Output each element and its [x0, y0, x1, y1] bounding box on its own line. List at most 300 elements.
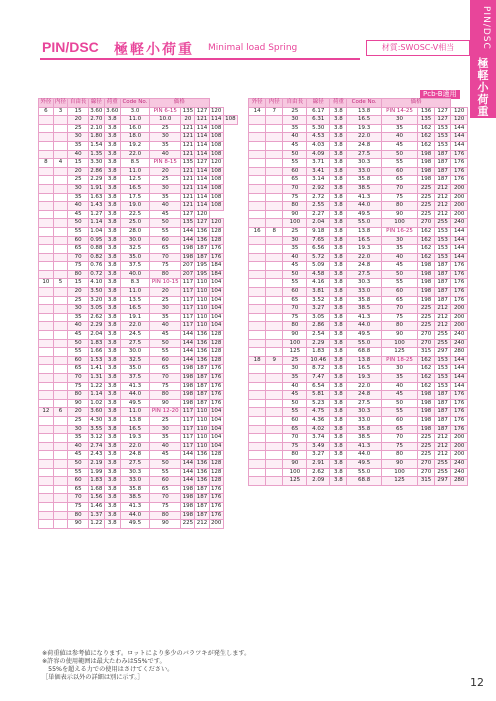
table-cell: 30	[381, 236, 418, 245]
table-cell: 212	[434, 184, 451, 193]
table-cell: 75	[381, 193, 418, 202]
table-cell: 19.1	[120, 313, 149, 322]
table-cell	[266, 279, 283, 288]
table-cell: 114	[195, 167, 209, 176]
table-cell: 187	[434, 391, 451, 400]
table-cell: 212	[434, 210, 451, 219]
table-cell	[266, 391, 283, 400]
table-cell: 44.0	[120, 511, 149, 520]
table-row	[39, 331, 238, 340]
table-cell	[39, 374, 54, 383]
table-cell: 3.8	[104, 434, 120, 443]
table-row	[249, 322, 468, 331]
table-cell: 50	[381, 150, 418, 159]
table-cell: 114	[209, 116, 223, 125]
table-cell: 198	[181, 253, 195, 262]
footnote-2: ※許容の使用範囲は最大たわみは55%です。	[42, 658, 166, 665]
table-cell	[39, 511, 54, 520]
table-cell	[249, 253, 266, 262]
table-cell: 11.0	[120, 116, 149, 125]
table-cell: 144	[451, 253, 468, 262]
table-cell: 198	[181, 391, 195, 400]
table-cell: 100	[283, 219, 307, 228]
table-cell: 207	[181, 262, 195, 271]
table-cell: 3.8	[330, 150, 347, 159]
table-cell	[39, 382, 54, 391]
table-cell: 70	[283, 305, 307, 314]
table-cell	[53, 339, 68, 348]
table-cell: 198	[418, 425, 435, 434]
table-cell: 55	[283, 279, 307, 288]
table-cell: 55	[68, 227, 88, 236]
table-cell: 1.53	[88, 356, 104, 365]
table-cell: 3.60	[104, 107, 120, 116]
table-cell: 5.09	[307, 262, 330, 271]
table-cell: 3.8	[330, 288, 347, 297]
table-cell: 44.0	[347, 451, 381, 460]
table-cell	[249, 477, 266, 486]
table-cell: 212	[434, 193, 451, 202]
table-cell: 65	[283, 296, 307, 305]
table-cell	[53, 184, 68, 193]
table-cell: 3.8	[104, 374, 120, 383]
table-cell: 144	[181, 339, 195, 348]
table-cell: 127	[434, 116, 451, 125]
table-cell: 184	[209, 262, 223, 271]
table-cell: 45	[68, 331, 88, 340]
table-cell	[53, 133, 68, 142]
table-cell	[249, 408, 266, 417]
table-cell: 19.3	[347, 374, 381, 383]
table-cell: 110	[195, 322, 209, 331]
table-cell: 75	[381, 442, 418, 451]
table-cell: 1.41	[88, 365, 104, 374]
table-cell: 212	[434, 322, 451, 331]
table-cell: 70	[150, 374, 181, 383]
table-cell: 35	[68, 193, 88, 202]
table-cell: 225	[418, 313, 435, 322]
table-cell: 3.8	[104, 348, 120, 357]
table-cell: 255	[434, 459, 451, 468]
table-cell	[266, 382, 283, 391]
table-cell: 2.91	[307, 459, 330, 468]
table-cell	[39, 356, 54, 365]
table-cell: 195	[195, 262, 209, 271]
table-cell	[39, 331, 54, 340]
table-row	[249, 150, 468, 159]
table-cell: 128	[209, 227, 223, 236]
table-cell: 198	[181, 399, 195, 408]
table-cell: 3.81	[307, 288, 330, 297]
table-cell: 198	[181, 374, 195, 383]
table-cell	[53, 502, 68, 511]
table-cell: 15	[68, 159, 88, 168]
table-row	[249, 245, 468, 254]
table-cell: 1.14	[88, 391, 104, 400]
table-cell: 25	[68, 124, 88, 133]
table-cell: 3.8	[330, 141, 347, 150]
table-cell: 3.8	[104, 245, 120, 254]
table-cell: 55.0	[347, 219, 381, 228]
table-cell: 1.35	[88, 150, 104, 159]
table-cell: 28.0	[120, 227, 149, 236]
table-row	[39, 167, 238, 176]
table-cell: 200	[451, 451, 468, 460]
table-cell: 1.14	[88, 219, 104, 228]
table-cell	[53, 442, 68, 451]
table-cell: 110	[195, 288, 209, 297]
table-cell	[39, 322, 54, 331]
table-cell: 3.8	[330, 434, 347, 443]
table-cell: 32.5	[120, 356, 149, 365]
table-cell: 3.8	[330, 210, 347, 219]
table-cell: 22.0	[120, 322, 149, 331]
table-cell: 121	[181, 150, 195, 159]
left-table-header	[39, 99, 238, 108]
table-cell	[39, 416, 54, 425]
table-cell: 110	[195, 442, 209, 451]
table-cell: 3.8	[104, 391, 120, 400]
table-cell: PIN 14-25	[381, 107, 418, 116]
table-cell: 65	[381, 425, 418, 434]
table-cell: 2.29	[88, 176, 104, 185]
table-cell: 27.5	[120, 339, 149, 348]
table-cell: 17.5	[120, 193, 149, 202]
table-cell: 297	[434, 348, 451, 357]
table-cell: 3.8	[104, 167, 120, 176]
table-cell: 3.49	[307, 442, 330, 451]
table-cell: 20	[150, 167, 181, 176]
table-cell	[53, 451, 68, 460]
table-cell: 2.55	[307, 202, 330, 211]
table-cell: 65	[68, 245, 88, 254]
table-cell: 3.8	[330, 356, 347, 365]
table-cell: 65	[283, 176, 307, 185]
table-row	[249, 210, 468, 219]
table-cell: 35	[283, 374, 307, 383]
table-cell: 2.29	[88, 322, 104, 331]
table-cell	[39, 288, 54, 297]
table-cell: 200	[451, 202, 468, 211]
table-cell: 136	[195, 459, 209, 468]
table-cell: 114	[195, 141, 209, 150]
table-cell: 18	[249, 356, 266, 365]
header-cell: 外径	[39, 99, 54, 108]
table-cell: 104	[209, 408, 223, 417]
table-cell: 3.05	[88, 305, 104, 314]
table-cell: 30.3	[347, 159, 381, 168]
table-cell: 75	[150, 262, 181, 271]
header-cell: Code No.	[347, 99, 381, 108]
table-cell: 104	[209, 313, 223, 322]
table-cell: 3.8	[330, 253, 347, 262]
table-cell	[266, 313, 283, 322]
table-cell: 16.5	[347, 236, 381, 245]
table-cell: 104	[209, 305, 223, 314]
table-cell: 90	[381, 210, 418, 219]
table-cell	[249, 236, 266, 245]
table-cell: 25	[68, 176, 88, 185]
table-row	[39, 425, 238, 434]
table-row	[39, 236, 238, 245]
table-cell	[249, 184, 266, 193]
table-cell: 60	[150, 356, 181, 365]
table-cell: 4.03	[307, 141, 330, 150]
table-cell: 3	[53, 107, 68, 116]
table-cell	[249, 270, 266, 279]
table-cell: PIN 12-20	[150, 408, 181, 417]
table-cell: 90	[381, 459, 418, 468]
table-cell: 30	[150, 305, 181, 314]
table-cell: 3.8	[104, 253, 120, 262]
table-cell: 153	[434, 374, 451, 383]
table-cell: 200	[451, 305, 468, 314]
table-cell: 297	[434, 477, 451, 486]
table-cell: 25	[150, 124, 181, 133]
table-cell: 117	[181, 305, 195, 314]
table-row	[249, 425, 468, 434]
table-cell: 55	[150, 227, 181, 236]
table-cell: 187	[195, 253, 209, 262]
table-cell: 255	[434, 468, 451, 477]
table-cell: 162	[418, 382, 435, 391]
table-cell: 3.05	[307, 313, 330, 322]
table-cell: 3.8	[104, 339, 120, 348]
table-cell	[266, 270, 283, 279]
table-cell: 5.23	[307, 399, 330, 408]
table-cell: 10	[39, 279, 54, 288]
table-cell: 19.2	[120, 141, 149, 150]
table-cell: 35.0	[120, 253, 149, 262]
table-row	[39, 416, 238, 425]
table-row	[39, 485, 238, 494]
table-cell: 110	[195, 408, 209, 417]
table-cell: 35	[150, 434, 181, 443]
table-cell: 100	[381, 339, 418, 348]
table-cell: 104	[209, 279, 223, 288]
table-cell: 3.8	[330, 184, 347, 193]
table-cell: 187	[434, 159, 451, 168]
table-cell	[53, 356, 68, 365]
table-cell: 65	[381, 176, 418, 185]
table-cell	[39, 477, 54, 486]
table-cell	[39, 124, 54, 133]
table-cell: 225	[418, 322, 435, 331]
table-cell	[53, 391, 68, 400]
table-cell: 40	[381, 253, 418, 262]
table-cell: 22.0	[347, 133, 381, 142]
table-cell: 198	[418, 416, 435, 425]
table-cell: 3.60	[88, 408, 104, 417]
table-cell: 4.30	[88, 416, 104, 425]
table-cell: 176	[209, 511, 223, 520]
table-cell: 30	[283, 236, 307, 245]
table-cell: 55	[150, 348, 181, 357]
table-cell: 1.54	[88, 141, 104, 150]
table-cell: 12.5	[120, 176, 149, 185]
table-cell: 225	[181, 520, 195, 529]
table-cell: 2.04	[88, 331, 104, 340]
table-cell: 200	[451, 313, 468, 322]
table-cell: 40	[68, 442, 88, 451]
table-cell: 70	[283, 434, 307, 443]
table-cell: 108	[209, 193, 223, 202]
table-cell: 187	[195, 391, 209, 400]
table-cell: 120	[209, 219, 223, 228]
table-cell: 45	[381, 391, 418, 400]
table-cell: 198	[181, 245, 195, 254]
table-cell: 16	[249, 227, 266, 236]
table-cell: 50	[68, 339, 88, 348]
table-row	[249, 339, 468, 348]
table-cell: 3.8	[330, 124, 347, 133]
table-cell: 45	[283, 391, 307, 400]
table-cell: 45	[381, 262, 418, 271]
table-cell: 6.17	[307, 107, 330, 116]
table-cell: 3.8	[104, 442, 120, 451]
table-cell: 90	[68, 399, 88, 408]
table-cell	[39, 399, 54, 408]
table-cell	[249, 245, 266, 254]
table-cell: 41.3	[120, 382, 149, 391]
table-cell: 136	[195, 451, 209, 460]
table-cell: 110	[195, 279, 209, 288]
table-cell: 13.5	[120, 296, 149, 305]
table-cell: 55	[283, 408, 307, 417]
table-cell: 1.83	[88, 339, 104, 348]
table-cell: 153	[434, 356, 451, 365]
table-cell: 187	[434, 150, 451, 159]
table-cell: 3.41	[307, 167, 330, 176]
table-cell	[53, 262, 68, 271]
table-cell	[249, 288, 266, 297]
table-cell: 3.55	[88, 425, 104, 434]
table-cell: 100	[283, 339, 307, 348]
table-cell: 65	[283, 425, 307, 434]
table-row	[39, 141, 238, 150]
table-cell: 20	[68, 116, 88, 125]
table-cell: 3.74	[307, 434, 330, 443]
table-cell: 162	[418, 236, 435, 245]
table-row	[39, 296, 238, 305]
table-cell: 30	[68, 184, 88, 193]
table-cell: 187	[434, 399, 451, 408]
table-cell: 3.8	[330, 459, 347, 468]
table-cell: 3.8	[104, 313, 120, 322]
table-row	[249, 159, 468, 168]
table-cell: 3.8	[104, 270, 120, 279]
table-cell	[249, 279, 266, 288]
table-cell	[266, 477, 283, 486]
table-cell: 13.8	[347, 227, 381, 236]
table-cell: 40	[150, 322, 181, 331]
table-cell: 198	[181, 382, 195, 391]
table-cell: 41.3	[347, 313, 381, 322]
table-row	[249, 331, 468, 340]
table-cell: 7	[266, 107, 283, 116]
table-cell: 1.68	[88, 485, 104, 494]
table-cell: 176	[451, 262, 468, 271]
table-row	[249, 459, 468, 468]
table-cell: 198	[181, 511, 195, 520]
table-cell: 3.8	[330, 167, 347, 176]
table-cell: 11.0	[120, 408, 149, 417]
table-cell	[249, 331, 266, 340]
table-cell: 110	[195, 434, 209, 443]
table-cell: 187	[195, 502, 209, 511]
table-cell: 3.8	[330, 219, 347, 228]
table-cell: 1.27	[88, 210, 104, 219]
table-row	[249, 442, 468, 451]
table-cell: 128	[209, 339, 223, 348]
table-cell: 176	[209, 374, 223, 383]
table-cell: 2.72	[307, 193, 330, 202]
table-cell: 3.8	[104, 124, 120, 133]
table-cell	[53, 313, 68, 322]
table-cell	[266, 116, 283, 125]
table-cell: 30.3	[347, 279, 381, 288]
table-cell: 187	[195, 485, 209, 494]
table-cell: 16.5	[347, 116, 381, 125]
table-cell: 212	[434, 313, 451, 322]
table-cell: 90	[150, 520, 181, 529]
table-cell: 153	[434, 382, 451, 391]
table-cell	[53, 425, 68, 434]
table-cell: 127	[181, 210, 195, 219]
table-cell: 212	[434, 305, 451, 314]
table-cell: 2.19	[88, 459, 104, 468]
table-cell: 20	[68, 167, 88, 176]
table-cell: 3.8	[330, 107, 347, 116]
table-cell: 100	[381, 219, 418, 228]
table-cell: 2.09	[307, 477, 330, 486]
table-cell	[53, 485, 68, 494]
table-cell	[249, 322, 266, 331]
table-cell: 13.8	[347, 356, 381, 365]
table-cell: 65	[68, 365, 88, 374]
table-cell: 104	[209, 442, 223, 451]
table-row	[249, 296, 468, 305]
table-cell: 37.5	[120, 374, 149, 383]
table-cell	[39, 116, 54, 125]
table-cell: 24.8	[347, 141, 381, 150]
table-cell	[249, 262, 266, 271]
table-row	[39, 391, 238, 400]
right-table-body	[249, 107, 468, 485]
table-cell: 16.5	[120, 184, 149, 193]
table-cell: 162	[418, 356, 435, 365]
table-cell	[266, 159, 283, 168]
table-cell: 3.8	[330, 348, 347, 357]
table-cell: 110	[195, 425, 209, 434]
table-cell: 40	[150, 202, 181, 211]
table-cell	[266, 331, 283, 340]
table-cell: 33.0	[347, 416, 381, 425]
table-cell: 25	[68, 296, 88, 305]
table-cell: 3.8	[104, 305, 120, 314]
table-cell: 153	[434, 245, 451, 254]
table-cell: 3.60	[88, 107, 104, 116]
table-cell: 1.22	[88, 520, 104, 529]
footnote-4: ［単価表示以外の詳細は別に示す。］	[42, 674, 144, 681]
right-table-header	[249, 99, 468, 108]
table-cell	[249, 313, 266, 322]
table-cell	[53, 210, 68, 219]
table-cell: 20	[181, 116, 195, 125]
table-cell	[53, 382, 68, 391]
table-row	[249, 391, 468, 400]
table-cell	[266, 167, 283, 176]
